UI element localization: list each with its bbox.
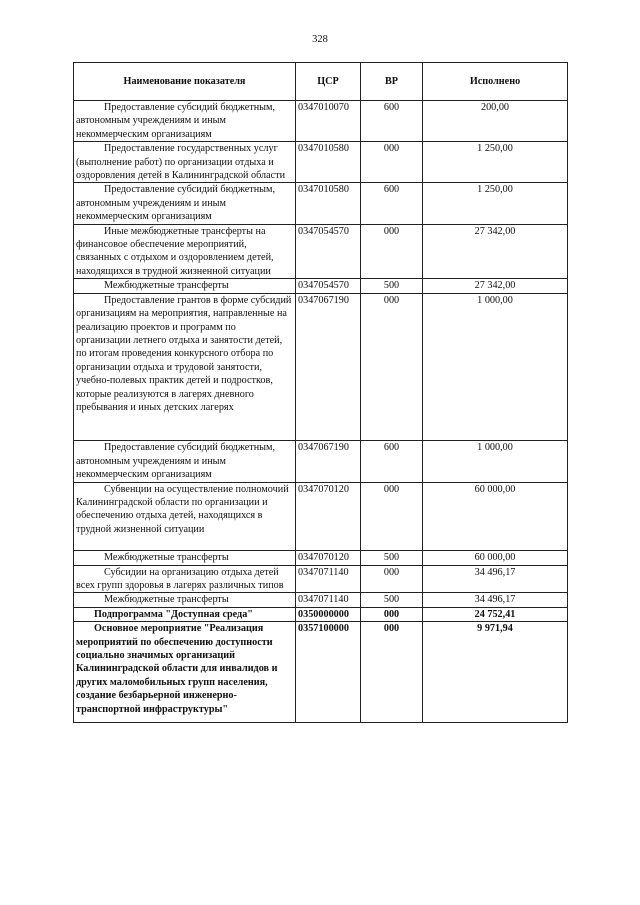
table-row [74,565,568,593]
row-amount: 27 342,00 [423,279,568,293]
row-amount: 9 971,94 [423,622,568,723]
row-vr: 000 [361,622,423,723]
row-name: Межбюджетные трансферты [74,279,296,293]
row-vr: 000 [361,293,423,441]
row-name: Предоставление субсидий бюджетным, автономным учреждениям и иным некоммерческим организациям [74,183,296,224]
row-csr: 0347010580 [296,183,361,224]
header-csr: ЦСР [296,63,361,101]
row-amount: 24 752,41 [423,607,568,621]
page-number: 328 [312,34,328,45]
row-vr: 000 [361,482,423,551]
row-csr: 0347010070 [296,101,361,142]
table-row [74,551,568,565]
row-amount: 1 000,00 [423,293,568,441]
row-csr: 0347071140 [296,565,361,593]
header-name: Наименование показателя [74,63,296,101]
row-csr: 0347070120 [296,482,361,551]
row-name: Предоставление субсидий бюджетным, автономным учреждениям и иным некоммерческим организациям [74,101,296,142]
row-amount: 27 342,00 [423,224,568,279]
table-row [74,101,568,142]
row-vr: 000 [361,565,423,593]
row-vr: 000 [361,224,423,279]
table-row [74,183,568,224]
row-vr: 000 [361,607,423,621]
row-name: Субвенции на осуществление полномочий Калининградской области по организации и обеспечению отдыха детей, находящихся в трудной жизненной ситуации [74,482,296,551]
row-amount: 60 000,00 [423,551,568,565]
table-row [74,593,568,607]
table-row-main-activity [74,622,568,723]
row-vr: 600 [361,183,423,224]
row-name: Основное мероприятие "Реализация мероприятий по обеспечению доступности социально значимых организаций Калининградской области для инвалидов и других маломобильных групп населения, создание безбарьерной инженерно-транспортной инфраструктуры" [74,622,296,723]
row-csr: 0347054570 [296,279,361,293]
row-vr: 000 [361,142,423,183]
row-amount: 60 000,00 [423,482,568,551]
row-name: Предоставление государственных услуг (выполнение работ) по организации отдыха и оздоровления детей в Калининградской области [74,142,296,183]
table-row [74,142,568,183]
row-csr: 0347067190 [296,441,361,482]
row-vr: 500 [361,551,423,565]
row-vr: 600 [361,441,423,482]
row-vr: 500 [361,593,423,607]
row-name: Межбюджетные трансферты [74,593,296,607]
table-row [74,441,568,482]
budget-execution-table [73,62,568,723]
row-csr: 0350000000 [296,607,361,621]
table-row [74,293,568,441]
row-name: Иные межбюджетные трансферты на финансовое обеспечение мероприятий, связанных с отдыхом и оздоровлением детей, находящихся в трудной жизненной ситуации [74,224,296,279]
row-csr: 0347054570 [296,224,361,279]
row-csr: 0347071140 [296,593,361,607]
table-row [74,224,568,279]
table-row [74,482,568,551]
header-amount: Исполнено [423,63,568,101]
row-amount: 34 496,17 [423,593,568,607]
row-amount: 34 496,17 [423,565,568,593]
row-vr: 500 [361,279,423,293]
row-amount: 1 000,00 [423,441,568,482]
row-csr: 0357100000 [296,622,361,723]
row-amount: 200,00 [423,101,568,142]
row-amount: 1 250,00 [423,183,568,224]
table-row [74,279,568,293]
row-csr: 0347070120 [296,551,361,565]
row-name: Межбюджетные трансферты [74,551,296,565]
table-row-subprogram [74,607,568,621]
row-name: Предоставление грантов в форме субсидий организациям на мероприятия, направленные на реализацию проектов и программ по организации летнего отдыха и занятости детей, по итогам проведения конкурсного отбора по организации отдыха и трудовой занятости, учебно-полевых практик детей и подростков, которые реализуются в лагерях дневного пребывания и иных детских лагерях [74,293,296,441]
row-name: Подпрограмма "Доступная среда" [74,607,296,621]
row-csr: 0347010580 [296,142,361,183]
header-vr: ВР [361,63,423,101]
row-amount: 1 250,00 [423,142,568,183]
row-name: Субсидии на организацию отдыха детей всех групп здоровья в лагерях различных типов [74,565,296,593]
row-csr: 0347067190 [296,293,361,441]
row-vr: 600 [361,101,423,142]
row-name: Предоставление субсидий бюджетным, автономным учреждениям и иным некоммерческим организациям [74,441,296,482]
table-header-row [74,63,568,101]
